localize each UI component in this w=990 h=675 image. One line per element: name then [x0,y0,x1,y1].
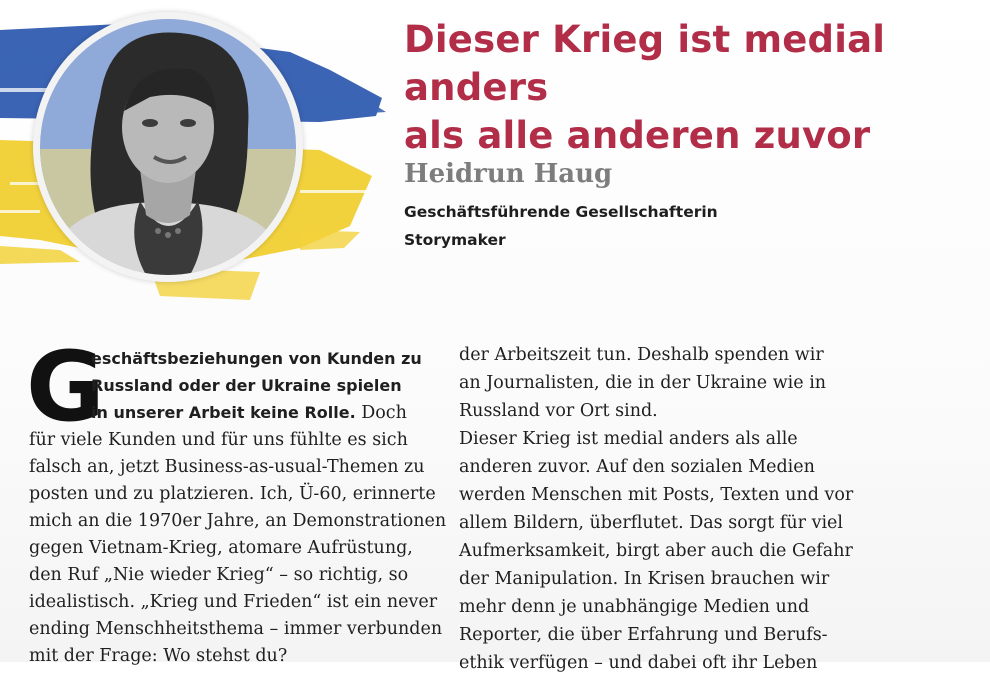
col2-line-10: mehr denn je unabhängige Medien und [459,597,810,617]
portrait-illustration [40,19,296,275]
author-name: Heidrun Haug [404,159,613,189]
lead-bold-fragment: in unserer Arbeit keine Rolle. [91,403,356,422]
col1-line-11: ending Menschheitsthema – immer verbunden [29,619,443,639]
col1-line-4: für viele Kunden und für uns fühlte es sich [29,430,408,450]
col2-line-7: allem Bildern, überflutet. Das sorgt für viel [459,513,844,533]
col2-line-9: der Manipulation. In Krisen brauchen wir [459,569,830,589]
col1-line-6: posten und zu platzieren. Ich, Ü-60, erinnerte [29,484,436,504]
col2-line-2: an Journalisten, die in der Ukraine wie in [459,373,827,393]
col2-line-3: Russland vor Ort sind. [459,401,658,421]
headline-line-1: Dieser Krieg ist medial anders [404,18,886,109]
col1-line-7: mich an die 1970er Jahre, an Demonstrationen [29,511,447,531]
drop-cap-letter: G [26,331,105,443]
col1-line-3 [91,401,407,425]
author-company: Storymaker [404,231,506,249]
col1-line-9: den Ruf „Nie wieder Krieg“ – so richtig, so [29,565,409,585]
col2-line-6: werden Menschen mit Posts, Texten und vor [459,485,854,505]
author-portrait-photo [40,19,296,275]
col1-line-8: gegen Vietnam-Krieg, atomare Aufrüstung, [29,538,413,558]
col2-line-11: Reporter, die über Erfahrung und Berufs- [459,625,828,645]
col2-line-8: Aufmerksamkeit, birgt aber auch die Gefahr [459,541,853,561]
col2-line-5: anderen zuvor. Auf den sozialen Medien [459,457,815,477]
col2-line-4: Dieser Krieg ist medial anders als alle [459,429,798,449]
col1-line-12: mit der Frage: Wo stehst du? [29,646,288,666]
col1-line-5: falsch an, jetzt Business-as-usual-Themen zu [29,457,425,477]
article-headline [404,16,984,160]
col1-line-2: Russland oder der Ukraine spielen [91,376,402,395]
col2-line-1: der Arbeitszeit tun. Deshalb spenden wir [459,345,824,365]
col2-line-12: ethik verfügen – und dabei oft ihr Leben [459,653,818,673]
author-role: Geschäftsführende Gesellschafterin [404,203,718,221]
col1-line-1: eschäftsbeziehungen von Kunden zu [91,349,422,368]
col1-line-10: idealistisch. „Krieg und Frieden“ ist ein never [29,592,438,612]
lead-rest-fragment: Doch [355,403,407,423]
headline-line-2: als alle anderen zuvor [404,114,871,157]
